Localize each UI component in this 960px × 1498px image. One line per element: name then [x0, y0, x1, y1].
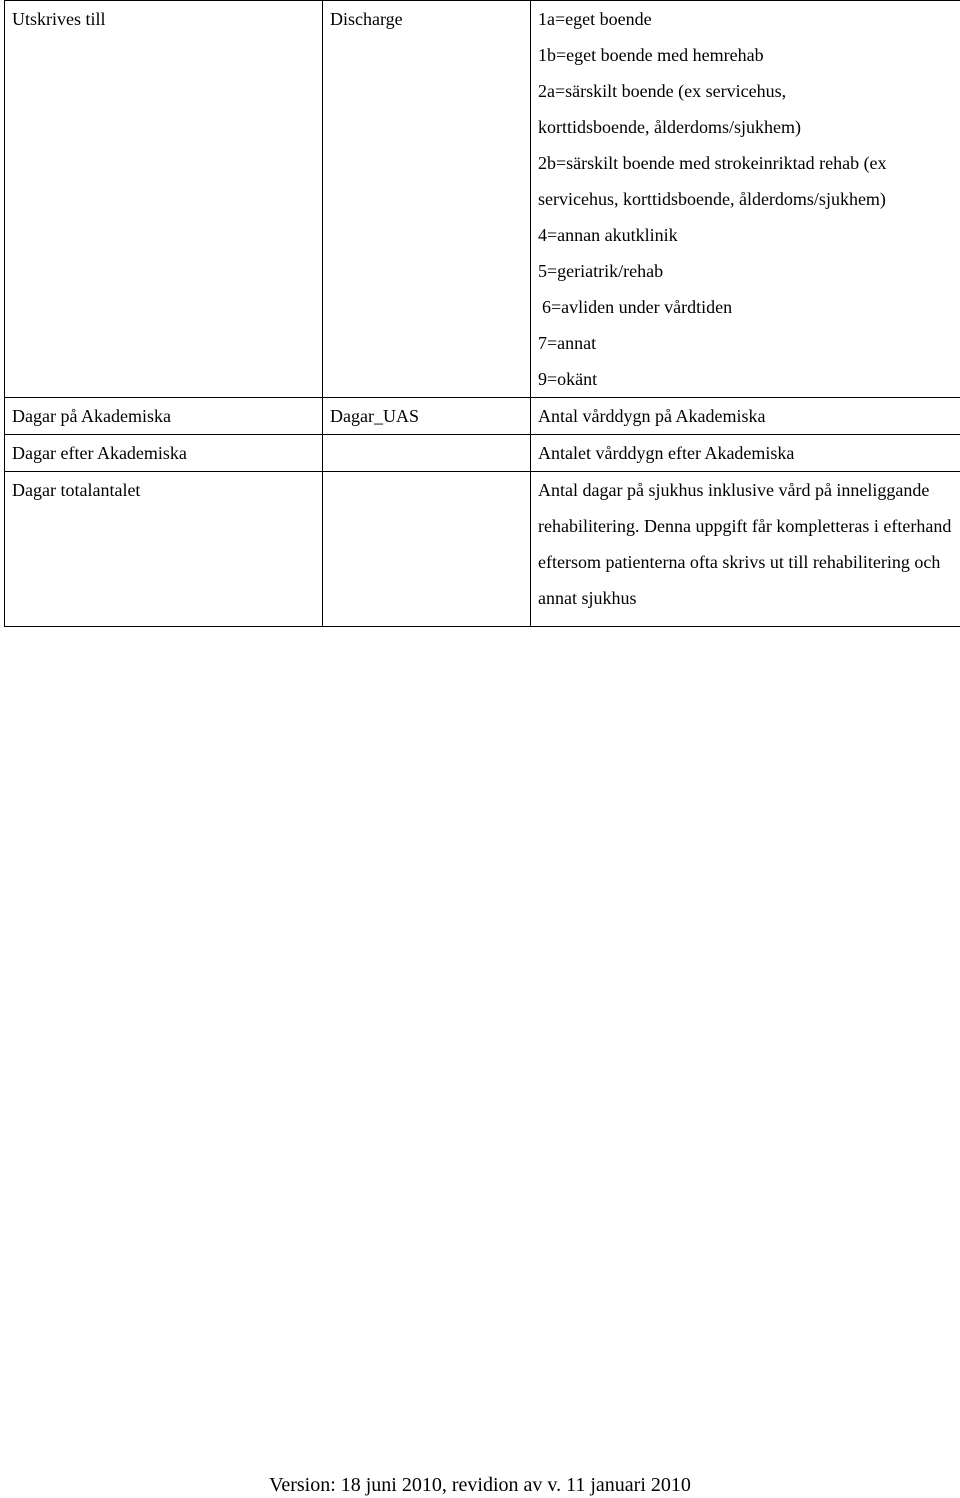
label-cell: Dagar efter Akademiska [5, 435, 323, 472]
code-option: 4=annan akutklinik [538, 225, 678, 245]
label-cell: Dagar totalantalet [5, 472, 323, 627]
code-option: 1b=eget boende med hemrehab [538, 45, 764, 65]
code-option: korttidsboende, ålderdoms/sjukhem) [538, 117, 801, 137]
codebook-table [4, 0, 960, 627]
description-cell [531, 1, 960, 398]
table-row [5, 472, 960, 627]
label-cell: Utskrives till [5, 1, 323, 398]
variable-cell: Discharge [323, 1, 531, 398]
description-text: Antal dagar på sjukhus inklusive vård på inneliggande rehabilitering. Denna uppgift får kompletteras i efterhand eftersom patienterna ofta skrivs ut till rehabilitering och annat sjukhus [538, 480, 952, 608]
variable-cell [323, 472, 531, 627]
table-row [5, 398, 960, 435]
version-footer: Version: 18 juni 2010, revidion av v. 11 januari 2010 [269, 1474, 691, 1496]
code-option: 7=annat [538, 333, 597, 353]
variable-cell [323, 435, 531, 472]
code-option: 5=geriatrik/rehab [538, 261, 664, 281]
description-cell [531, 472, 960, 627]
code-option: servicehus, korttidsboende, ålderdoms/sjukhem) [538, 189, 886, 209]
code-option: 9=okänt [538, 369, 598, 389]
table-row [5, 435, 960, 472]
code-option: 1a=eget boende [538, 9, 652, 29]
variable-cell: Dagar_UAS [323, 398, 531, 435]
table-row [5, 1, 960, 398]
code-option: 2a=särskilt boende (ex servicehus, [538, 81, 787, 101]
code-option: 2b=särskilt boende med strokeinriktad rehab (ex [538, 153, 887, 173]
label-cell: Dagar på Akademiska [5, 398, 323, 435]
description-cell: Antalet vårddygn efter Akademiska [531, 435, 960, 472]
code-option: 6=avliden under vårdtiden [542, 297, 733, 317]
description-cell: Antal vårddygn på Akademiska [531, 398, 960, 435]
